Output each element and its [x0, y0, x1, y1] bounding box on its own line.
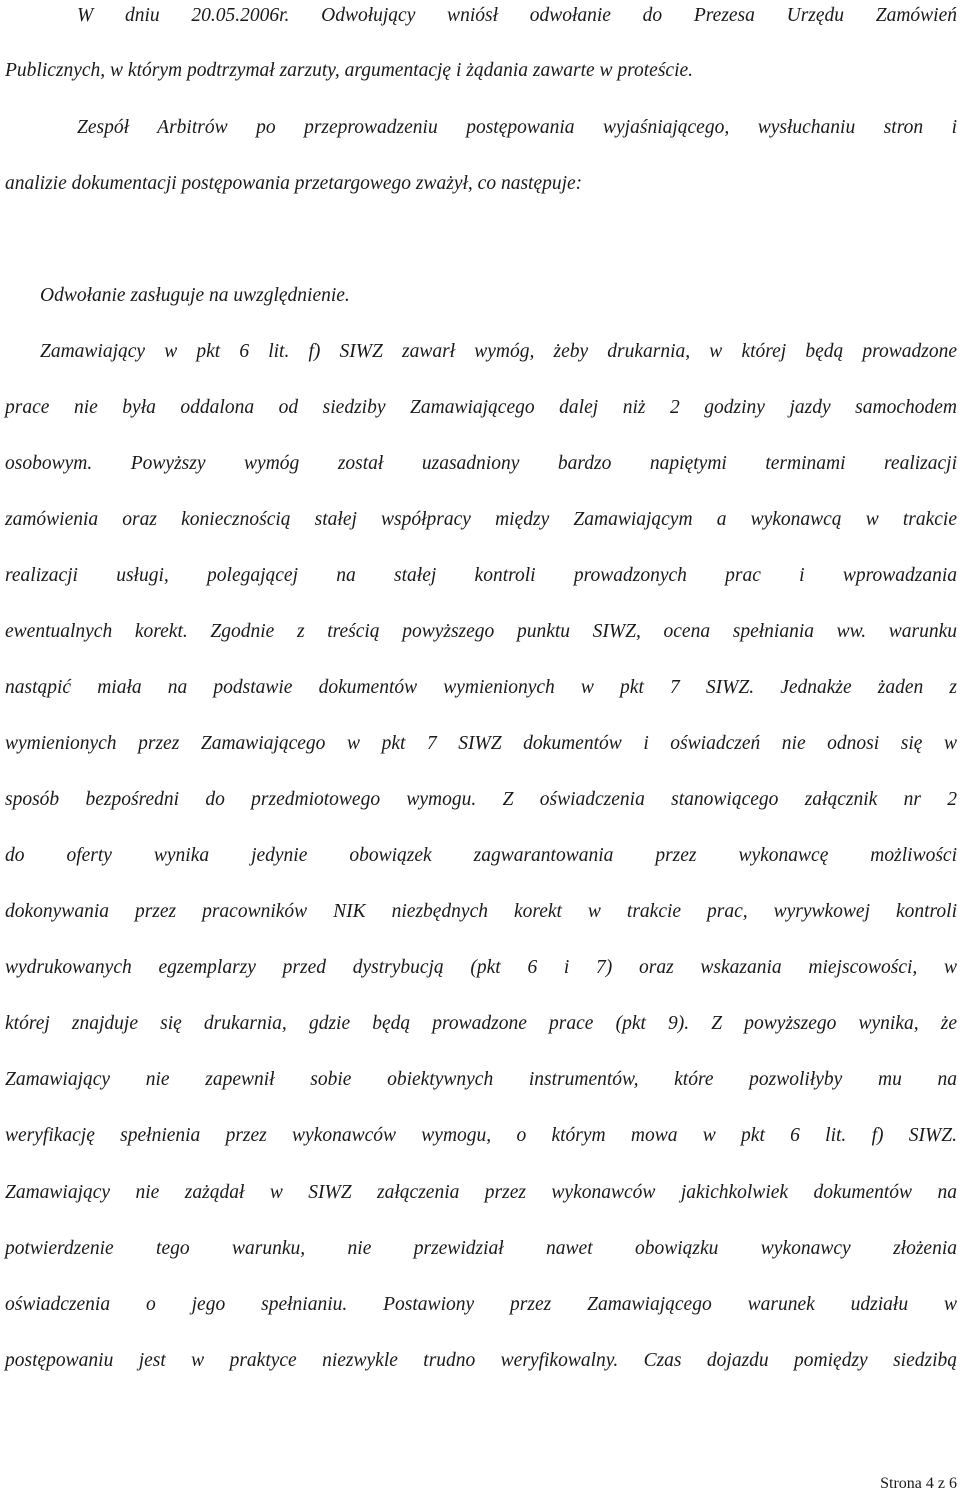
ruling-line: Odwołanie zasługuje na uwzględnienie.	[40, 285, 350, 306]
text-line: weryfikację spełnienia przez wykonawców wymogu, o którym mowa w pkt 6 lit. f) SIWZ.	[5, 1125, 957, 1146]
text-line: wymienionych przez Zamawiającego w pkt 7 SIWZ dokumentów i oświadczeń nie odnosi się w	[5, 733, 957, 754]
text-line: postępowaniu jest w praktyce niezwykle trudno weryfikowalny. Czas dojazdu pomiędzy siedzibą	[5, 1350, 957, 1371]
text-line: osobowym. Powyższy wymóg został uzasadniony bardzo napiętymi terminami realizacji	[5, 453, 957, 474]
text-line: której znajduje się drukarnia, gdzie będą prowadzone prace (pkt 9). Z powyższego wynika, że	[5, 1013, 957, 1034]
text-line: Zamawiający w pkt 6 lit. f) SIWZ zawarł wymóg, żeby drukarnia, w której będą prowadzone	[40, 341, 957, 362]
text-line: realizacji usługi, polegającej na stałej kontroli prowadzonych prac i wprowadzania	[5, 565, 957, 586]
text-line: W dniu 20.05.2006r. Odwołujący wniósł odwołanie do Prezesa Urzędu Zamówień	[77, 5, 957, 26]
text-line: wydrukowanych egzemplarzy przed dystrybucją (pkt 6 i 7) oraz wskazania miejscowości, w	[5, 957, 957, 978]
text-line: oświadczenia o jego spełnianiu. Postawiony przez Zamawiającego warunek udziału w	[5, 1294, 957, 1315]
text-line: zamówienia oraz koniecznością stałej współpracy między Zamawiającym a wykonawcą w trakcie	[5, 509, 957, 530]
text-line: Zamawiający nie zażądał w SIWZ załączenia przez wykonawców jakichkolwiek dokumentów na	[5, 1182, 957, 1203]
text-line: nastąpić miała na podstawie dokumentów wymienionych w pkt 7 SIWZ. Jednakże żaden z	[5, 677, 957, 698]
text-line: potwierdzenie tego warunku, nie przewidział nawet obowiązku wykonawcy złożenia	[5, 1238, 957, 1259]
text-line: Publicznych, w którym podtrzymał zarzuty, argumentację i żądania zawarte w proteście.	[5, 60, 694, 81]
text-line: analizie dokumentacji postępowania przetargowego zważył, co następuje:	[5, 173, 583, 194]
text-line: prace nie była oddalona od siedziby Zamawiającego dalej niż 2 godziny jazdy samochodem	[5, 397, 957, 418]
text-line: do oferty wynika jedynie obowiązek zagwarantowania przez wykonawcę możliwości	[5, 845, 957, 866]
text-line: sposób bezpośredni do przedmiotowego wymogu. Z oświadczenia stanowiącego załącznik nr 2	[5, 789, 957, 810]
text-line: Zespół Arbitrów po przeprowadzeniu postępowania wyjaśniającego, wysłuchaniu stron i	[77, 117, 957, 138]
text-line: ewentualnych korekt. Zgodnie z treścią powyższego punktu SIWZ, ocena spełniania ww. warunku	[5, 621, 957, 642]
text-line: Zamawiający nie zapewnił sobie obiektywnych instrumentów, które pozwoliłyby mu na	[5, 1069, 957, 1090]
text-line: dokonywania przez pracowników NIK niezbędnych korekt w trakcie prac, wyrywkowej kontroli	[5, 901, 957, 922]
page-number: Strona 4 z 6	[880, 1475, 957, 1492]
